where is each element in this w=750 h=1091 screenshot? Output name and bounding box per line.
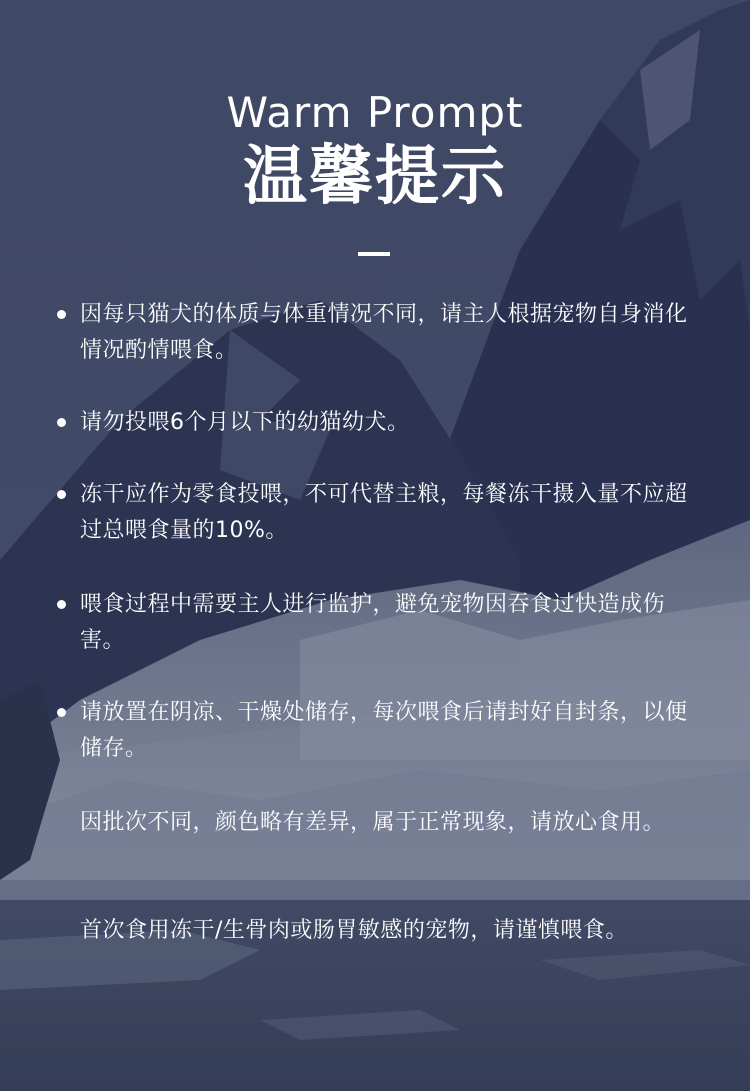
bullet-icon <box>57 310 66 319</box>
notice-text: 首次食用冻干/生骨肉或肠胃敏感的宠物，请谨慎喂食。 <box>80 918 628 943</box>
bullet-icon <box>57 418 66 427</box>
notice-text: 喂食过程中需要主人进行监护，避免宠物因吞食过快造成伤害。 <box>80 592 666 653</box>
title-chinese: 温馨提示 <box>243 140 507 214</box>
notice-item-7 <box>80 913 700 949</box>
notice-text: 冻干应作为零食投喂，不可代替主粮，每餐冻干摄入量不应超过总喂食量的10%。 <box>80 482 688 543</box>
bullet-icon <box>57 600 66 609</box>
bullet-icon <box>57 708 66 717</box>
bullet-icon <box>57 490 66 499</box>
notice-text: 请放置在阴凉、干燥处储存，每次喂食后请封好自封条，以便储存。 <box>80 700 688 761</box>
notice-text: 因每只猫犬的体质与体重情况不同，请主人根据宠物自身消化情况酌情喂食。 <box>80 302 688 363</box>
notice-item-6 <box>80 805 700 841</box>
notice-text: 请勿投喂6个月以下的幼猫幼犬。 <box>80 410 410 435</box>
notice-item-4 <box>80 587 700 659</box>
notice-item-3 <box>80 477 700 549</box>
title-divider <box>358 252 390 256</box>
notice-item-1 <box>80 297 700 369</box>
notice-text: 因批次不同，颜色略有差异，属于正常现象，请放心食用。 <box>80 810 666 835</box>
title-english: Warm Prompt <box>226 88 524 137</box>
notice-item-2 <box>80 405 700 441</box>
notice-item-5 <box>80 695 700 767</box>
